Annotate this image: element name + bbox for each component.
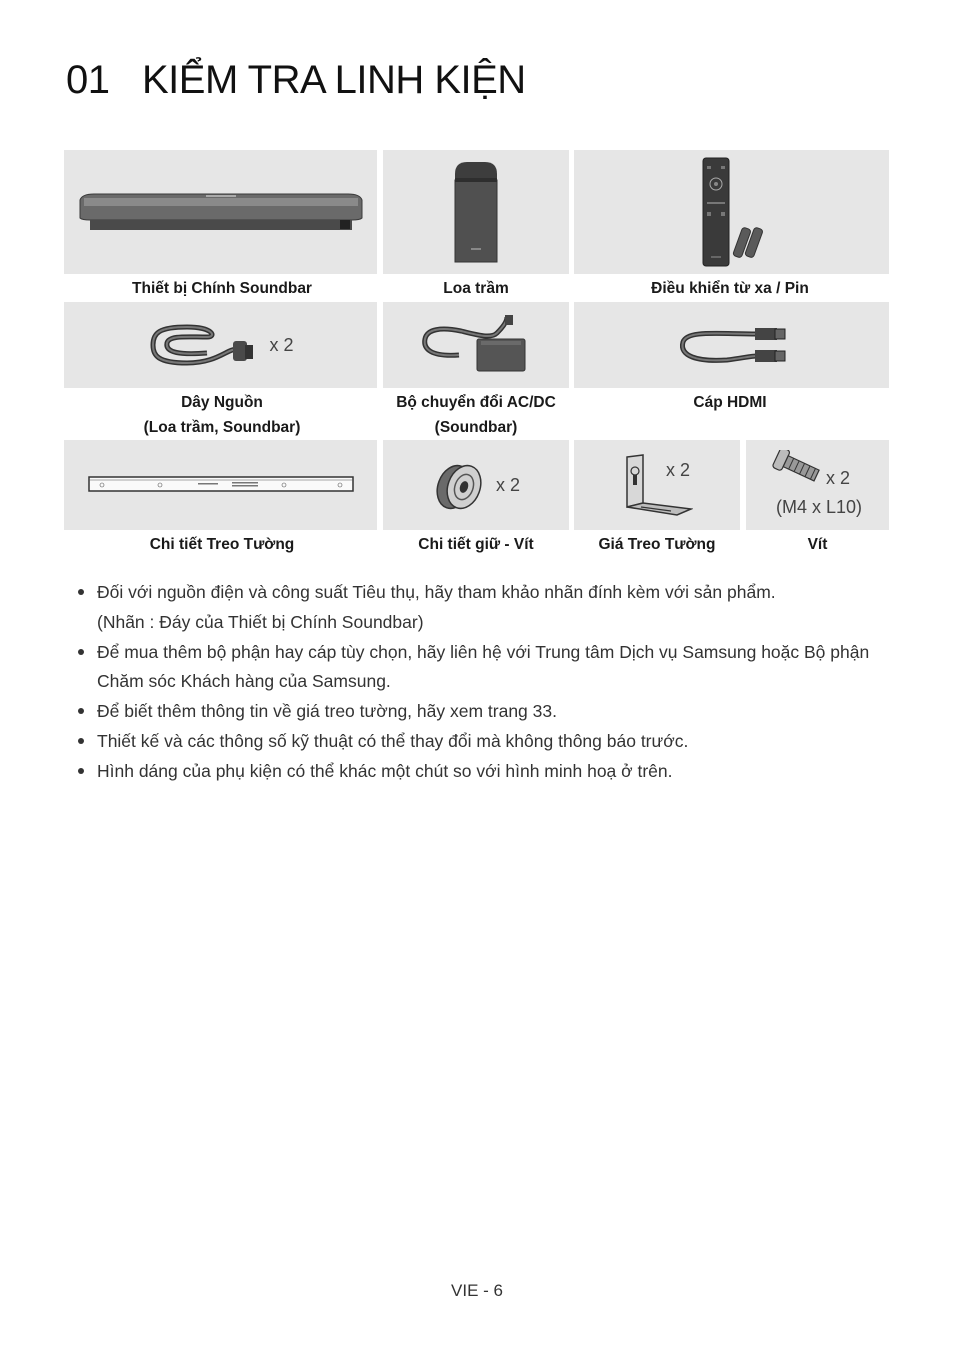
page-heading	[66, 58, 526, 103]
section-title: KIỂM TRA LINH KIỆN	[142, 58, 526, 102]
note-text: Hình dáng của phụ kiện có thể khác một chút so với hình minh hoạ ở trên.	[97, 760, 673, 781]
caption-adapter	[383, 390, 569, 440]
caption-remote: Điều khiển từ xa / Pin	[651, 280, 809, 297]
soundbar-image	[64, 150, 377, 274]
caption-adapter-line2: (Soundbar)	[434, 419, 518, 436]
section-number: 01	[66, 58, 110, 102]
wall-guide-illustration	[88, 476, 354, 494]
screw-size: (M4 x L10)	[776, 497, 863, 517]
power-cord-illustration	[147, 319, 257, 371]
caption-hdmi: Cáp HDMI	[693, 394, 767, 411]
wall-bracket-quantity: x 2	[666, 460, 691, 480]
note-text: Thiết kế và các thông số kỹ thuật có thể thay đổi mà không thông báo trước.	[97, 730, 689, 751]
holder-screw-quantity: x 2	[495, 474, 520, 495]
note-text: (Nhãn : Đáy của Thiết bị Chính Soundbar)	[97, 611, 424, 632]
subwoofer-image	[383, 150, 569, 274]
power-cord-image	[64, 302, 377, 388]
notes-list	[78, 578, 898, 787]
note-text: Đối với nguồn điện và công suất Tiêu thụ, hãy tham khảo nhãn đính kèm với sản phẩm.	[97, 582, 776, 602]
note-item	[78, 638, 898, 698]
caption-subwoofer: Loa trầm	[443, 280, 509, 297]
caption-power-cord-line2: (Loa trầm, Soundbar)	[143, 419, 301, 436]
remote-illustration	[697, 156, 767, 268]
subwoofer-illustration	[451, 160, 501, 264]
note-text: Chăm sóc Khách hàng của Samsung.	[97, 671, 391, 692]
screw-illustration	[772, 450, 824, 486]
remote-image	[574, 150, 889, 274]
note-text: Để mua thêm bộ phận hay cáp tùy chọn, hãy liên hệ với Trung tâm Dịch vụ Samsung hoặc Bộ phận	[97, 641, 870, 662]
holder-screw-illustration	[432, 457, 488, 513]
screw-image	[746, 440, 889, 530]
holder-screw-image	[383, 440, 569, 530]
caption-power-cord	[64, 390, 380, 440]
adapter-image	[383, 302, 569, 388]
hdmi-image	[574, 302, 889, 388]
page-number: VIE - 6	[451, 1281, 503, 1300]
wall-bracket-image	[574, 440, 740, 530]
screw-quantity: x 2	[826, 468, 851, 488]
soundbar-illustration	[76, 192, 366, 232]
note-item	[78, 757, 898, 787]
caption-screw: Vít	[807, 536, 828, 553]
caption-wall-guide: Chi tiết Treo Tường	[149, 536, 295, 553]
note-item	[78, 578, 898, 638]
note-text: Để biết thêm thông tin về giá treo tường, hãy xem trang 33.	[97, 701, 557, 722]
power-cord-quantity: x 2	[269, 334, 294, 355]
caption-adapter-line1: Bộ chuyển đổi AC/DC	[396, 394, 556, 411]
caption-soundbar: Thiết bị Chính Soundbar	[132, 280, 312, 297]
wall-guide-image	[64, 440, 377, 530]
note-item	[78, 727, 898, 757]
caption-wall-bracket: Giá Treo Tường	[598, 536, 716, 553]
caption-power-cord-line1: Dây Nguồn	[181, 394, 263, 411]
adapter-illustration	[421, 315, 531, 375]
hdmi-illustration	[677, 322, 787, 368]
note-item	[78, 697, 898, 727]
caption-holder-screw: Chi tiết giữ - Vít	[418, 536, 534, 553]
